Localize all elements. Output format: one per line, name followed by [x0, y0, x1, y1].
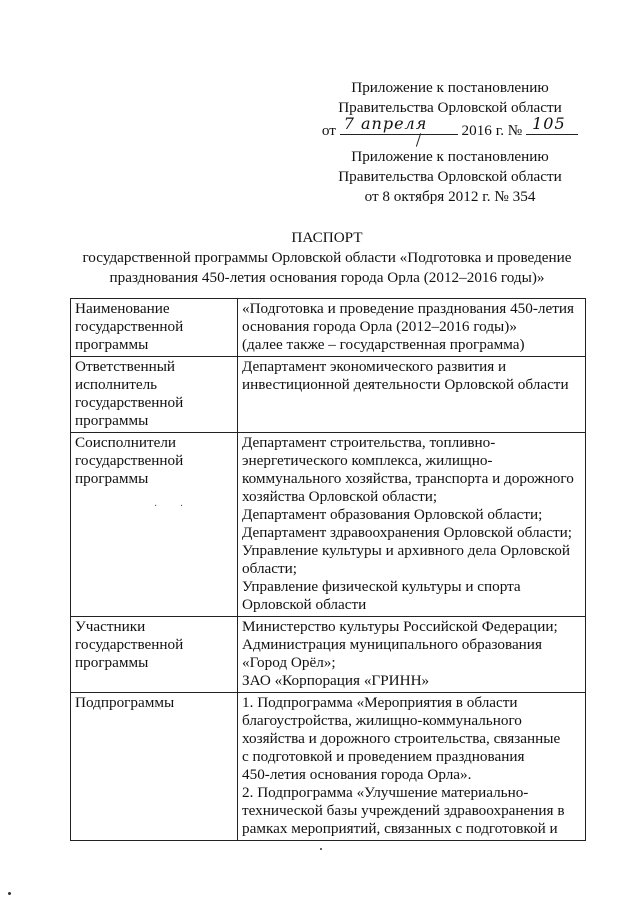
- row-value-cell: [238, 617, 586, 693]
- row-value-line: Управление физической культуры и спорта: [242, 578, 521, 595]
- row-value-cell: [238, 357, 586, 433]
- number-blank: [526, 114, 578, 135]
- row-label-line: государственной: [75, 452, 184, 469]
- row-value-line: энергетического комплекса, жилищно-: [242, 452, 493, 469]
- title-line: празднования 450-летия основания города Орла (2012–2016 годы)»: [109, 269, 545, 286]
- table-row: [71, 617, 586, 693]
- row-value-line: 1. Подпрограмма «Мероприятия в области: [242, 694, 518, 711]
- header-line: Правительства Орловской области: [338, 168, 562, 185]
- row-value-line: 450-летия основания города Орла».: [242, 766, 472, 783]
- passport-table: [70, 298, 586, 841]
- row-label-line: Соисполнители: [75, 434, 177, 451]
- row-value-line: «Подготовка и проведение празднования 450-летия: [242, 300, 574, 317]
- scan-speck: · ·: [154, 501, 194, 512]
- row-value-line: 2. Подпрограмма «Улучшение материально-: [242, 784, 529, 801]
- row-label-line: государственной: [75, 394, 184, 411]
- row-value-line: с подготовкой и проведением празднования: [242, 748, 525, 765]
- row-label-line: государственной: [75, 636, 184, 653]
- row-value-line: коммунального хозяйства, транспорта и дорожного: [242, 470, 574, 487]
- approval-header-current: [300, 78, 600, 141]
- scan-speck: [320, 848, 322, 850]
- row-value-cell: [238, 693, 586, 841]
- table-row: [71, 433, 586, 617]
- row-label-line: Ответственный: [75, 358, 176, 375]
- row-label-line: Участники: [75, 618, 146, 635]
- handwritten-date: 7 апреля: [343, 114, 428, 133]
- row-value-line: инвестиционной деятельности Орловской области: [242, 376, 569, 393]
- row-label-cell: [71, 357, 238, 433]
- row-value-cell: [238, 299, 586, 357]
- row-value-line: (далее также – государственная программа): [242, 336, 525, 353]
- row-value-line: области;: [242, 560, 297, 577]
- row-label-cell: [71, 617, 238, 693]
- handwritten-number: 105: [532, 114, 566, 133]
- header-line: Правительства Орловской области: [338, 99, 562, 116]
- title-line: государственной программы Орловской области «Подготовка и проведение: [82, 249, 572, 266]
- table-row: [71, 299, 586, 357]
- header-line: Приложение к постановлению: [351, 148, 549, 165]
- row-label-cell: [71, 693, 238, 841]
- document-title: [40, 228, 614, 288]
- row-value-line: Администрация муниципального образования: [242, 636, 542, 653]
- row-value-line: хозяйства Орловской области;: [242, 488, 438, 505]
- row-value-line: Департамент экономического развития и: [242, 358, 507, 375]
- approval-header-original: [300, 147, 600, 207]
- row-value-line: «Город Орёл»;: [242, 654, 336, 671]
- row-value-line: Орловской области: [242, 596, 367, 613]
- header-year: 2016 г. №: [461, 122, 523, 139]
- row-label-line: Подпрограммы: [75, 694, 175, 711]
- row-label-cell: [71, 299, 238, 357]
- row-value-line: ЗАО «Корпорация «ГРИНН»: [242, 672, 430, 689]
- row-value-line: Департамент образования Орловской области;: [242, 506, 543, 523]
- header-date-line: [300, 114, 600, 141]
- header-line: от 8 октября 2012 г. № 354: [364, 188, 536, 205]
- row-value-line: Управление культуры и архивного дела Орловской: [242, 542, 570, 559]
- header-from: от: [321, 122, 336, 139]
- row-value-line: Департамент здравоохранения Орловской области;: [242, 524, 572, 541]
- row-value-line: хозяйства и дорожного строительства, связанные: [242, 730, 561, 747]
- row-value-line: основания города Орла (2012–2016 годы)»: [242, 318, 517, 335]
- row-value-line: Министерство культуры Российской Федерации;: [242, 618, 558, 635]
- table-row: [71, 693, 586, 841]
- row-value-cell: [238, 433, 586, 617]
- row-label-line: программы: [75, 336, 149, 353]
- row-value-line: рамках мероприятий, связанных с подготовкой и: [242, 820, 558, 837]
- row-label-cell: [71, 433, 238, 617]
- row-value-line: технической базы учреждений здравоохранения в: [242, 802, 565, 819]
- header-line: Приложение к постановлению: [351, 79, 549, 96]
- row-label-line: Наименование: [75, 300, 170, 317]
- row-label-line: программы: [75, 470, 149, 487]
- row-label-line: исполнитель: [75, 376, 158, 393]
- scan-speck: [8, 892, 11, 895]
- date-blank: [340, 114, 458, 135]
- row-value-line: благоустройства, жилищно-коммунального: [242, 712, 522, 729]
- row-label-line: государственной: [75, 318, 184, 335]
- row-value-line: Департамент строительства, топливно-: [242, 434, 496, 451]
- row-label-line: программы: [75, 654, 149, 671]
- table-row: [71, 357, 586, 433]
- row-label-line: программы: [75, 412, 149, 429]
- title-heading: ПАСПОРТ: [291, 229, 363, 246]
